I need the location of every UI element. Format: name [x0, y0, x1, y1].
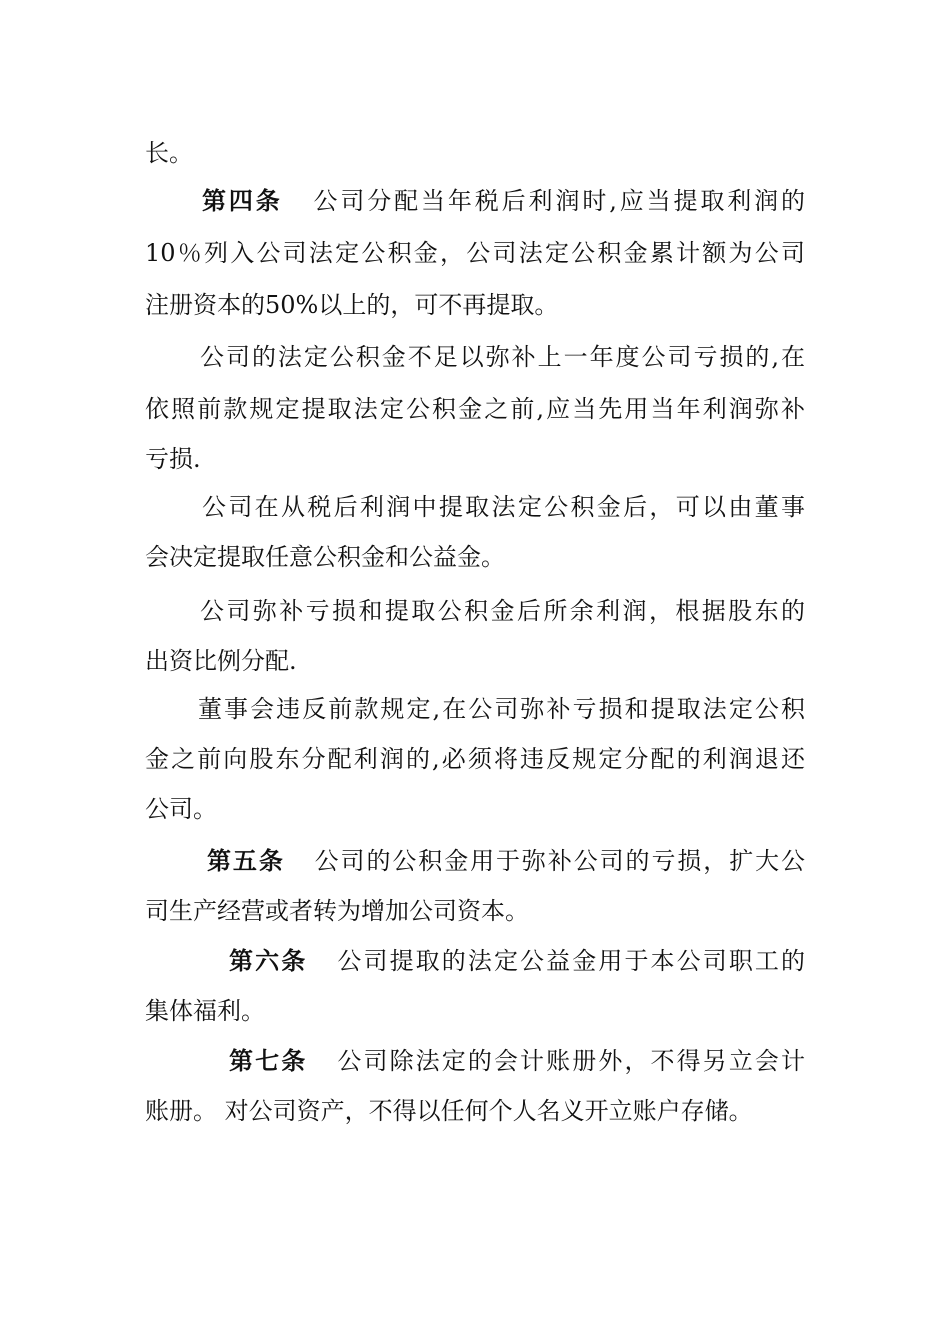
article-5-line-2: 司生产经营或者转为增加公司资本。: [145, 897, 529, 925]
fragment-line: 长。: [145, 139, 193, 167]
article-5-heading: 第五条: [207, 846, 285, 875]
distribution-para-line-2: 出资比例分配.: [145, 647, 297, 675]
article-6-heading: 第六条: [229, 946, 308, 975]
violation-para-line-2: 金之前向股东分配利润的,必须将违反规定分配的利润退还: [145, 745, 805, 773]
violation-para-line-1: 董事会违反前款规定,在公司弥补亏损和提取法定公积: [198, 695, 805, 723]
article-6-line-2: 集体福利。: [145, 997, 265, 1025]
violation-para-line-3: 公司。: [145, 795, 217, 823]
loss-para-line-3: 亏损.: [145, 445, 201, 473]
discretionary-para-line-2: 会决定提取任意公积金和公益金。: [145, 543, 505, 571]
distribution-para-line-1: 公司弥补亏损和提取公积金后所余利润，根据股东的: [200, 597, 805, 625]
article-5-line-1: 第五条 公司的公积金用于弥补公司的亏损，扩大公: [207, 846, 806, 875]
article-4-line-3: 注册资本的50%以上的，可不再提取。: [145, 291, 559, 319]
loss-para-line-2: 依照前款规定提取法定公积金之前,应当先用当年利润弥补: [145, 395, 805, 423]
loss-para-line-1: 公司的法定公积金不足以弥补上一年度公司亏损的,在: [200, 343, 805, 371]
article-4-heading: 第四条: [202, 186, 283, 215]
article-7-line-1: 第七条 公司除法定的会计账册外，不得另立会计: [229, 1046, 806, 1075]
discretionary-para-line-1: 公司在从税后利润中提取法定公积金后，可以由董事: [202, 493, 805, 521]
article-4-line-2: 10％列入公司法定公积金，公司法定公积金累计额为公司: [145, 239, 805, 267]
article-6-line-1: 第六条 公司提取的法定公益金用于本公司职工的: [229, 946, 806, 975]
article-7-heading: 第七条: [229, 1046, 308, 1075]
article-4-line-1: 第四条 公司分配当年税后利润时,应当提取利润的: [202, 186, 805, 215]
article-7-line-2: 账册。 对公司资产，不得以任何个人名义开立账户存储。: [145, 1097, 753, 1125]
